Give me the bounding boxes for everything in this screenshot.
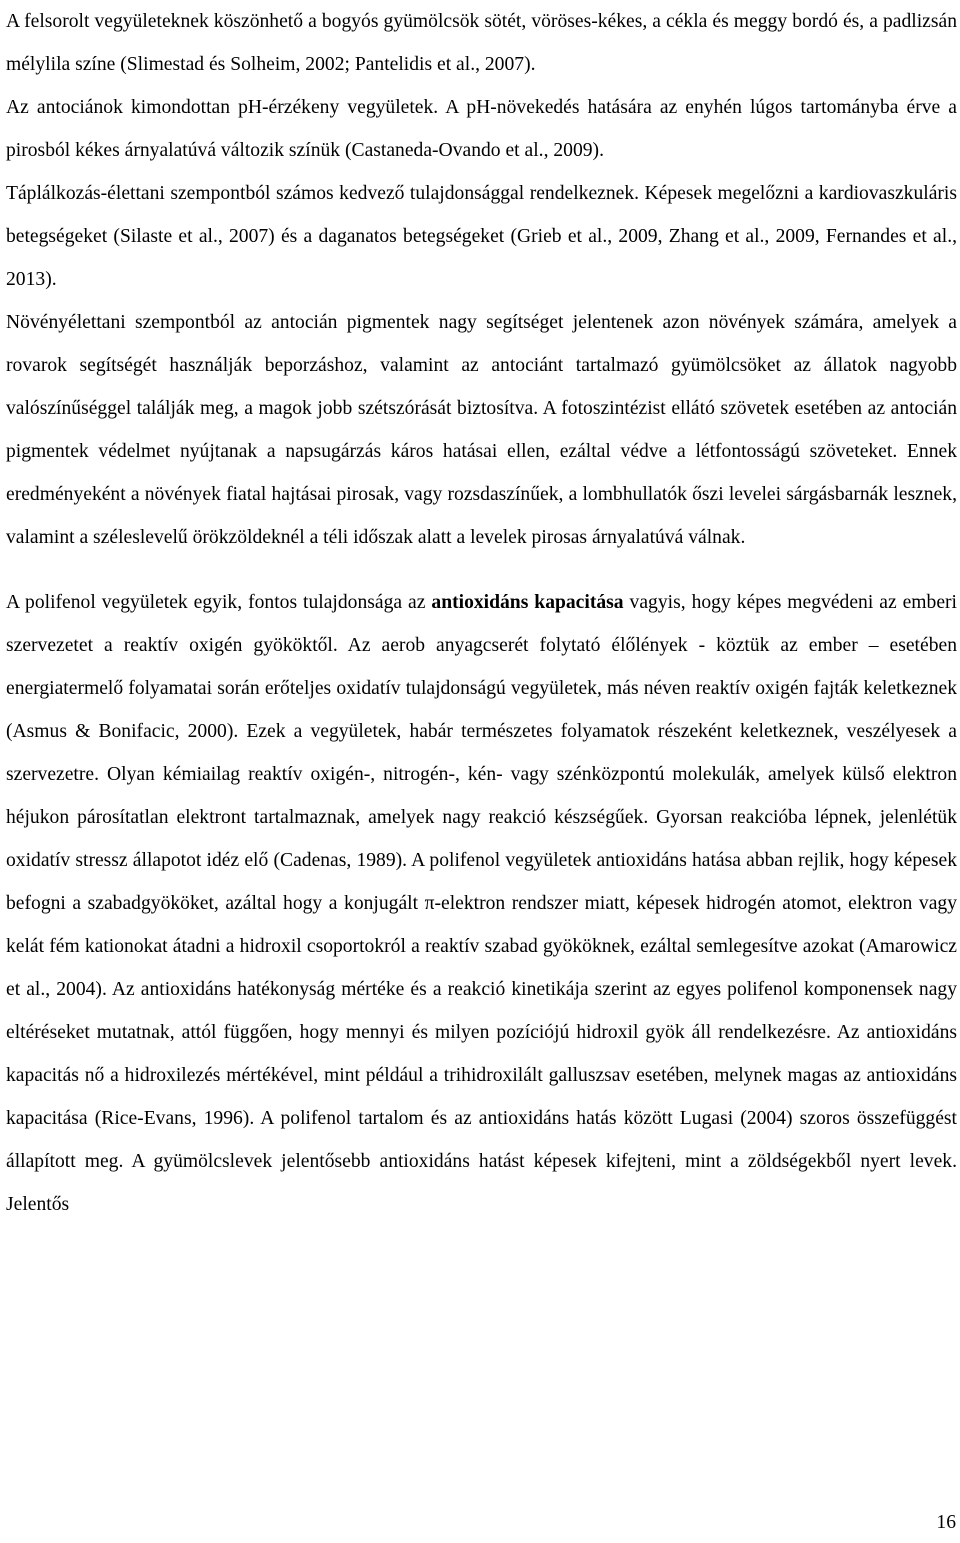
paragraph-gap [6,559,957,581]
document-page [6,0,957,1226]
paragraph-ph-sensitivity: Az antociánok kimondottan pH-érzékeny vegyületek. A pH-növekedés hatására az enyhén lúgos tartományba érve a pirosból kékes árnyalatúvá változik színük (Castaneda-Ovando et al., 2009). [6,97,957,161]
paragraph-colors: A felsorolt vegyületeknek köszönhető a bogyós gyümölcsök sötét, vöröses-kékes, a cékla és meggy bordó és, a padlizsán mélylila színe (Slimestad és Solheim, 2002; Pantelidis et al., 2007). [6,11,957,75]
antioxidant-text-rest: vagyis, hogy képes megvédeni az emberi szervezetet a reaktív oxigén gyököktől. Az aerob anyagcserét folytató élőlények - köztük az ember – esetében energiatermelő folyamatai során erőteljes oxidatív tulajdonságú vegyületek, más néven reaktív oxigén fajták keletkeznek (Asmus & Bonifacic, 2000). Ezek a vegyületek, habár természetes folyamatok részeként keletkeznek, veszélyesek a szervezetre. Olyan kémiailag reaktív oxigén-, nitrogén-, kén- vagy szénközpontú molekulák, amelyek külső elektron héjukon párosítatlan elektront tartalmaznak, amelyek nagy reakció készségűek. Gyorsan reakcióba lépnek, jelenlétük oxidatív stressz állapotot idéz elő (Cadenas, 1989). A polifenol vegyületek antioxidáns hatása abban rejlik, hogy képesek befogni a szabadgyököket, azáltal hogy a konjugált π-elektron rendszer miatt, képesek hidrogén atomot, elektron vagy kelát fém kationokat átadni a hidroxil csoportokról a reaktív szabad gyököknek, ezáltal semlegesítve azokat (Amarowicz et al., 2004). Az antioxidáns hatékonyság mértéke és a reakció kinetikája szerint az egyes polifenol komponensek nagy eltéréseket mutatnak, attól függően, hogy mennyi és milyen pozíciójú hidroxil gyök áll rendelkezésre. Az antioxidáns kapacitás nő a hidroxilezés mértékével, mint például a trihidroxilált galluszsav esetében, melynek magas az antioxidáns kapacitása (Rice-Evans, 1996). A polifenol tartalom és az antioxidáns hatás között Lugasi (2004) szoros összefüggést állapított meg. A gyümölcslevek jelentősebb antioxidáns hatást képesek kifejteni, mint a zöldségekből nyert levek. Jelentős [6,592,958,1215]
page-number: 16 [936,1512,956,1533]
antioxidant-text-start: A polifenol vegyületek egyik, fontos tulajdonsága az [6,592,432,613]
paragraph-antioxidant [6,581,957,1226]
paragraph-plant-physiology: Növényélettani szempontból az antocián pigmentek nagy segítséget jelentenek azon növények számára, amelyek a rovarok segítségét használják beporzáshoz, valamint az antociánt tartalmazó gyümölcsöket az állatok nagyobb valószínűséggel találják meg, a magok jobb szétszórását biztosítva. A fotoszintézist ellátó szövetek esetében az antocián pigmentek védelmet nyújtanak a napsugárzás káros hatásai ellen, ezáltal védve a létfontosságú szöveteket. Ennek eredményeként a növények fiatal hajtásai pirosak, vagy rozsdaszínűek, a lombhullatók őszi levelei sárgásbarnák lesznek, valamint a széleslevelű örökzöldeknél a téli időszak alatt a levelek pirosas árnyalatúvá válnak. [6,312,957,548]
antioxidant-bold-term: antioxidáns kapacitása [431,592,624,613]
paragraph-nutrition: Táplálkozás-élettani szempontból számos kedvező tulajdonsággal rendelkeznek. Képesek megelőzni a kardiovaszkuláris betegségeket (Silaste et al., 2007) és a daganatos betegségeket (Grieb et al., 2009, Zhang et al., 2009, Fernandes et al., 2013). [6,183,957,290]
